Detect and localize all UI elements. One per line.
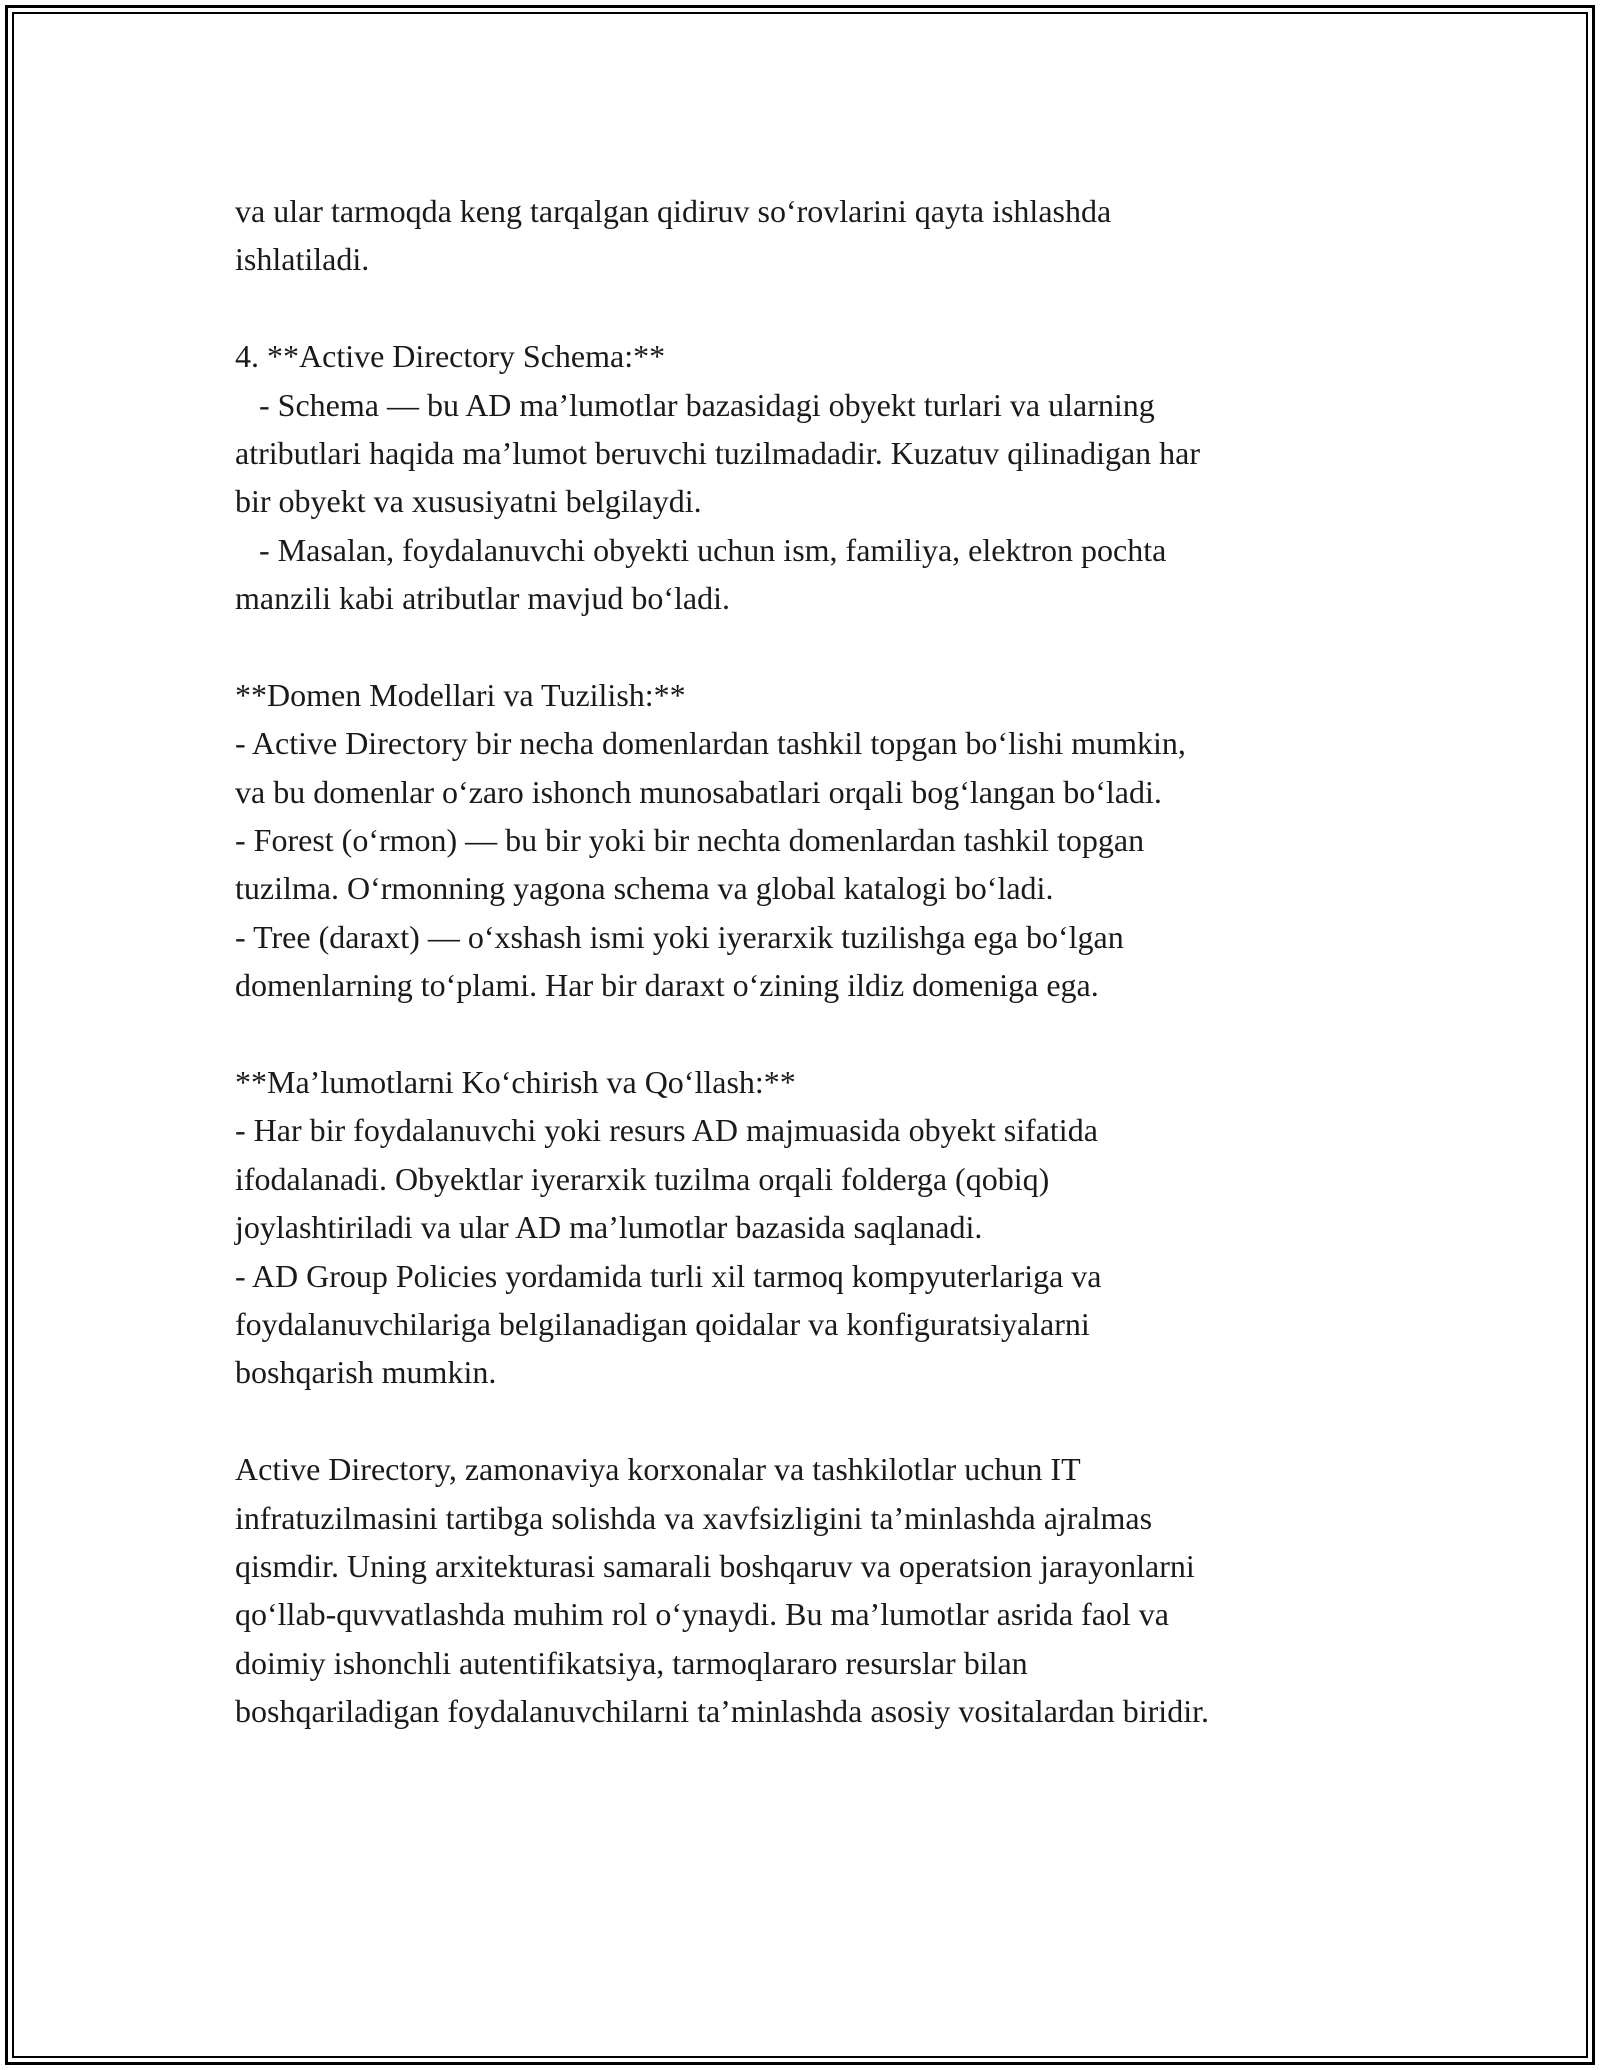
text-line: ishlatiladi. [235,241,370,278]
text-line: qo‘llab-quvvatlashda muhim rol o‘ynaydi. Bu ma’lumotlar asrida faol va [235,1596,1169,1633]
document-body [235,187,1395,1736]
text-line: - Masalan, foydalanuvchi obyekti uchun ism, familiya, elektron pochta [235,531,1167,568]
text-line: va ular tarmoqda keng tarqalgan qidiruv so‘rovlarini qayta ishlashda [235,193,1112,229]
text-line: - Active Directory bir necha domenlardan tashkil topgan bo‘lishi mumkin, [235,725,1186,762]
text-line: domenlarning to‘plami. Har bir daraxt o‘zining ildiz domeniga ega. [235,967,1099,1004]
section-heading: **Ma’lumotlarni Ko‘chirish va Qo‘llash:** [235,1064,796,1101]
text-line: atributlari haqida ma’lumot beruvchi tuzilmadadir. Kuzatuv qilinadigan har [235,434,1201,471]
text-line: manzili kabi atributlar mavjud bo‘ladi. [235,580,730,617]
text-line: qismdir. Uning arxitekturasi samarali boshqaruv va operatsion jarayonlarni [235,1547,1195,1584]
section-heading: **Domen Modellari va Tuzilish:** [235,676,686,713]
text-line: doimiy ishonchli autentifikatsiya, tarmoqlararo resurslar bilan [235,1644,1028,1681]
text-line: ifodalanadi. Obyektlar iyerarxik tuzilma orqali folderga (qobiq) [235,1160,1050,1197]
text-line: va bu domenlar o‘zaro ishonch munosabatlari orqali bog‘langan bo‘ladi. [235,773,1162,810]
text-line: - AD Group Policies yordamida turli xil tarmoq kompyuterlariga va [235,1257,1102,1294]
conclusion-paragraph [235,1445,1395,1735]
paragraph-gap [235,284,1395,332]
text-line: boshqariladigan foydalanuvchilarni ta’minlashda asosiy vositalardan biridir. [235,1693,1209,1730]
schema-section [235,332,1395,622]
paragraph-gap [235,1397,1395,1445]
paragraph-gap [235,1010,1395,1058]
text-line: - Tree (daraxt) — o‘xshash ismi yoki iyerarxik tuzilishga ega bo‘lgan [235,918,1124,955]
text-line: - Forest (o‘rmon) — bu bir yoki bir nechta domenlardan tashkil topgan [235,822,1145,859]
paragraph-gap [235,623,1395,671]
text-line: joylashtiriladi va ular AD ma’lumotlar bazasida saqlanadi. [235,1209,983,1246]
text-line: - Har bir foydalanuvchi yoki resurs AD majmuasida obyekt sifatida [235,1112,1098,1149]
text-line: boshqarish mumkin. [235,1354,497,1391]
intro-continuation-paragraph [235,187,1395,284]
data-transfer-section [235,1058,1395,1397]
text-line: infratuzilmasini tartibga solishda va xavfsizligini ta’minlashda ajralmas [235,1499,1153,1536]
domain-models-section [235,671,1395,1010]
text-line: bir obyekt va xususiyatni belgilaydi. [235,483,702,520]
text-line: foydalanuvchilariga belgilanadigan qoidalar va konfiguratsiyalarni [235,1305,1090,1342]
text-line: Active Directory, zamonaviya korxonalar va tashkilotlar uchun IT [235,1451,1081,1488]
section-heading: 4. **Active Directory Schema:** [235,338,666,375]
text-line: - Schema — bu AD ma’lumotlar bazasidagi obyekt turlari va ularning [235,386,1155,423]
text-line: tuzilma. O‘rmonning yagona schema va global katalogi bo‘ladi. [235,870,1054,907]
